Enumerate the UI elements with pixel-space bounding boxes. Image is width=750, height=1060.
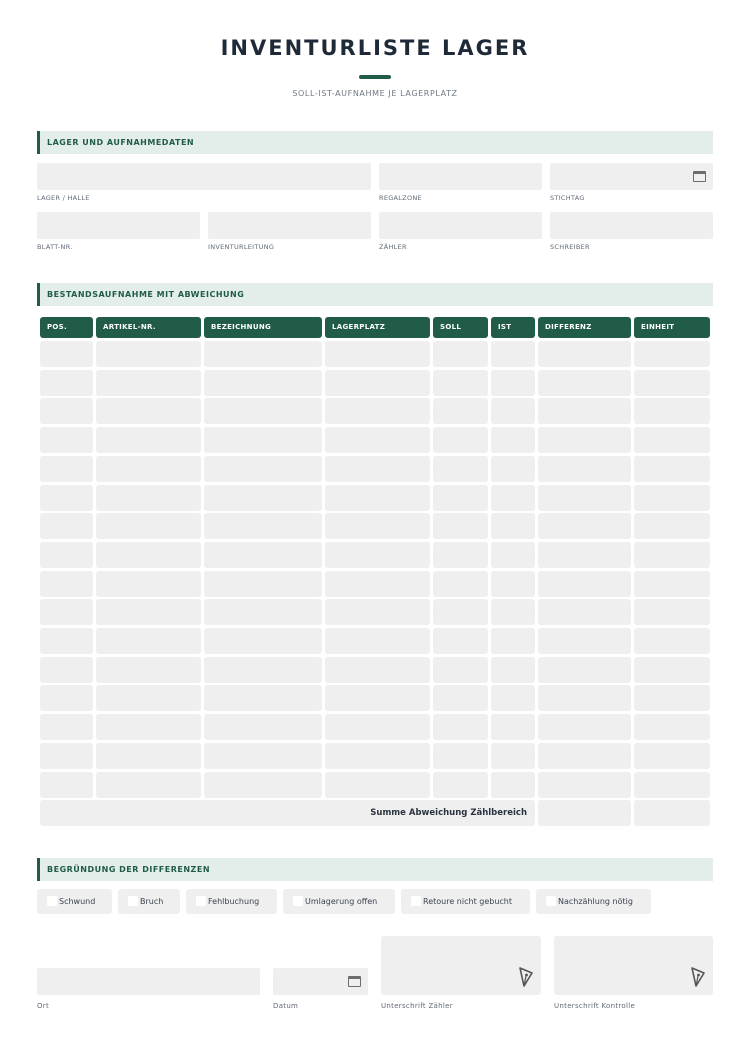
table-cell-artikel-nr[interactable] bbox=[96, 628, 201, 654]
table-cell-artikel-nr[interactable] bbox=[96, 599, 201, 625]
table-cell-lagerplatz[interactable] bbox=[325, 398, 430, 424]
title-accent-bar bbox=[359, 75, 391, 79]
table-cell-artikel-nr[interactable] bbox=[96, 398, 201, 424]
checkbox[interactable] bbox=[293, 896, 303, 906]
schreiber-label: SCHREIBER bbox=[550, 243, 590, 251]
pen-nib-icon bbox=[519, 967, 533, 987]
table-cell-differenz[interactable] bbox=[538, 341, 631, 367]
column-header-differenz: DIFFERENZ bbox=[538, 317, 631, 338]
table-cell-lagerplatz[interactable] bbox=[325, 427, 430, 453]
table-cell-bezeichnung[interactable] bbox=[204, 743, 322, 769]
regalzone-field[interactable] bbox=[379, 163, 542, 190]
table-cell-soll[interactable] bbox=[433, 485, 488, 511]
table-cell-soll[interactable] bbox=[433, 456, 488, 482]
table-cell-differenz[interactable] bbox=[538, 599, 631, 625]
reason-option-fehlbuchung[interactable] bbox=[186, 889, 277, 914]
zaehler-label: ZÄHLER bbox=[379, 243, 407, 251]
table-cell-lagerplatz[interactable] bbox=[325, 599, 430, 625]
summary-einheit-cell[interactable] bbox=[634, 800, 710, 826]
table-cell-pos[interactable] bbox=[40, 398, 93, 424]
table-cell-pos[interactable] bbox=[40, 513, 93, 539]
ort-label: Ort bbox=[37, 1002, 50, 1010]
table-cell-artikel-nr[interactable] bbox=[96, 513, 201, 539]
table-cell-soll[interactable] bbox=[433, 714, 488, 740]
table-cell-einheit[interactable] bbox=[634, 772, 710, 798]
reason-option-label: Nachzählung nötig bbox=[558, 897, 633, 906]
reason-option-nachzaehlung-noetig[interactable] bbox=[536, 889, 651, 914]
signature-kontrolle-label: Unterschrift Kontrolle bbox=[554, 1002, 636, 1010]
table-cell-differenz[interactable] bbox=[538, 398, 631, 424]
table-cell-differenz[interactable] bbox=[538, 657, 631, 683]
table-cell-ist[interactable] bbox=[491, 743, 535, 769]
page-title: INVENTURLISTE LAGER bbox=[220, 36, 530, 60]
ort-field[interactable] bbox=[37, 968, 260, 995]
table-cell-lagerplatz[interactable] bbox=[325, 743, 430, 769]
table-cell-einheit[interactable] bbox=[634, 456, 710, 482]
table-cell-lagerplatz[interactable] bbox=[325, 370, 430, 396]
table-cell-artikel-nr[interactable] bbox=[96, 657, 201, 683]
table-cell-bezeichnung[interactable] bbox=[204, 599, 322, 625]
summary-label-cell: Summe Abweichung Zählbereich bbox=[40, 800, 535, 826]
table-cell-differenz[interactable] bbox=[538, 628, 631, 654]
table-cell-einheit[interactable] bbox=[634, 370, 710, 396]
table-cell-artikel-nr[interactable] bbox=[96, 743, 201, 769]
table-cell-soll[interactable] bbox=[433, 657, 488, 683]
table-cell-bezeichnung[interactable] bbox=[204, 513, 322, 539]
table-cell-einheit[interactable] bbox=[634, 685, 710, 711]
column-header-soll: SOLL bbox=[433, 317, 488, 338]
table-cell-bezeichnung[interactable] bbox=[204, 456, 322, 482]
summary-differenz-cell[interactable] bbox=[538, 800, 631, 826]
stichtag-label: STICHTAG bbox=[550, 194, 585, 202]
table-cell-bezeichnung[interactable] bbox=[204, 628, 322, 654]
column-header-bezeichnung: BEZEICHNUNG bbox=[204, 317, 322, 338]
table-cell-artikel-nr[interactable] bbox=[96, 772, 201, 798]
table-cell-differenz[interactable] bbox=[538, 542, 631, 568]
schreiber-field[interactable] bbox=[550, 212, 713, 239]
table-cell-soll[interactable] bbox=[433, 427, 488, 453]
table-cell-einheit[interactable] bbox=[634, 427, 710, 453]
reason-option-label: Fehlbuchung bbox=[208, 897, 260, 906]
pen-nib-icon bbox=[691, 967, 705, 987]
table-cell-ist[interactable] bbox=[491, 513, 535, 539]
table-cell-einheit[interactable] bbox=[634, 743, 710, 769]
inventurleitung-field[interactable] bbox=[208, 212, 371, 239]
table-cell-ist[interactable] bbox=[491, 599, 535, 625]
column-header-einheit: EINHEIT bbox=[634, 317, 710, 338]
table-cell-differenz[interactable] bbox=[538, 772, 631, 798]
reason-option-retoure-nicht-gebucht[interactable] bbox=[401, 889, 530, 914]
checkbox[interactable] bbox=[196, 896, 206, 906]
reason-option-label: Bruch bbox=[140, 897, 164, 906]
table-cell-soll[interactable] bbox=[433, 743, 488, 769]
table-cell-ist[interactable] bbox=[491, 714, 535, 740]
table-cell-lagerplatz[interactable] bbox=[325, 571, 430, 597]
table-cell-ist[interactable] bbox=[491, 772, 535, 798]
table-cell-pos[interactable] bbox=[40, 714, 93, 740]
page-subtitle: SOLL-IST-AUFNAHME JE LAGERPLATZ bbox=[292, 89, 458, 98]
table-cell-lagerplatz[interactable] bbox=[325, 628, 430, 654]
table-cell-soll[interactable] bbox=[433, 599, 488, 625]
table-cell-differenz[interactable] bbox=[538, 513, 631, 539]
column-header-pos: POS. bbox=[40, 317, 93, 338]
table-cell-einheit[interactable] bbox=[634, 485, 710, 511]
section-header-lager: LAGER UND AUFNAHMEDATEN bbox=[37, 131, 713, 154]
table-cell-bezeichnung[interactable] bbox=[204, 370, 322, 396]
zaehler-field[interactable] bbox=[379, 212, 542, 239]
table-cell-artikel-nr[interactable] bbox=[96, 714, 201, 740]
table-cell-differenz[interactable] bbox=[538, 571, 631, 597]
checkbox[interactable] bbox=[411, 896, 421, 906]
table-cell-lagerplatz[interactable] bbox=[325, 772, 430, 798]
table-cell-bezeichnung[interactable] bbox=[204, 542, 322, 568]
table-cell-ist[interactable] bbox=[491, 628, 535, 654]
table-cell-pos[interactable] bbox=[40, 657, 93, 683]
table-cell-ist[interactable] bbox=[491, 427, 535, 453]
table-cell-pos[interactable] bbox=[40, 427, 93, 453]
table-cell-lagerplatz[interactable] bbox=[325, 513, 430, 539]
table-cell-einheit[interactable] bbox=[634, 571, 710, 597]
table-cell-bezeichnung[interactable] bbox=[204, 341, 322, 367]
table-cell-differenz[interactable] bbox=[538, 685, 631, 711]
table-cell-lagerplatz[interactable] bbox=[325, 657, 430, 683]
reason-option-label: Umlagerung offen bbox=[305, 897, 378, 906]
table-cell-differenz[interactable] bbox=[538, 714, 631, 740]
table-cell-lagerplatz[interactable] bbox=[325, 341, 430, 367]
table-cell-differenz[interactable] bbox=[538, 456, 631, 482]
table-cell-artikel-nr[interactable] bbox=[96, 427, 201, 453]
blatt-nr-field[interactable] bbox=[37, 212, 200, 239]
table-cell-differenz[interactable] bbox=[538, 370, 631, 396]
table-cell-einheit[interactable] bbox=[634, 714, 710, 740]
inventurleitung-label: INVENTURLEITUNG bbox=[208, 243, 275, 251]
table-cell-soll[interactable] bbox=[433, 628, 488, 654]
blatt-nr-label: BLATT-NR. bbox=[37, 243, 73, 251]
table-cell-bezeichnung[interactable] bbox=[204, 772, 322, 798]
table-cell-artikel-nr[interactable] bbox=[96, 456, 201, 482]
datum-label: Datum bbox=[273, 1002, 299, 1010]
table-cell-pos[interactable] bbox=[40, 743, 93, 769]
table-cell-lagerplatz[interactable] bbox=[325, 685, 430, 711]
table-cell-bezeichnung[interactable] bbox=[204, 427, 322, 453]
column-header-lagerplatz: LAGERPLATZ bbox=[325, 317, 430, 338]
column-header-ist: IST bbox=[491, 317, 535, 338]
table-cell-pos[interactable] bbox=[40, 341, 93, 367]
table-cell-einheit[interactable] bbox=[634, 341, 710, 367]
table-cell-soll[interactable] bbox=[433, 398, 488, 424]
table-cell-artikel-nr[interactable] bbox=[96, 685, 201, 711]
table-cell-ist[interactable] bbox=[491, 657, 535, 683]
table-cell-soll[interactable] bbox=[433, 772, 488, 798]
calendar-icon[interactable] bbox=[348, 976, 361, 987]
table-cell-einheit[interactable] bbox=[634, 657, 710, 683]
table-cell-lagerplatz[interactable] bbox=[325, 714, 430, 740]
table-cell-ist[interactable] bbox=[491, 370, 535, 396]
table-cell-artikel-nr[interactable] bbox=[96, 571, 201, 597]
table-cell-einheit[interactable] bbox=[634, 542, 710, 568]
table-cell-soll[interactable] bbox=[433, 685, 488, 711]
table-cell-ist[interactable] bbox=[491, 571, 535, 597]
calendar-icon[interactable] bbox=[693, 171, 706, 182]
table-cell-ist[interactable] bbox=[491, 456, 535, 482]
checkbox[interactable] bbox=[128, 896, 138, 906]
table-cell-differenz[interactable] bbox=[538, 743, 631, 769]
table-cell-artikel-nr[interactable] bbox=[96, 485, 201, 511]
table-cell-lagerplatz[interactable] bbox=[325, 542, 430, 568]
table-cell-soll[interactable] bbox=[433, 571, 488, 597]
table-cell-bezeichnung[interactable] bbox=[204, 571, 322, 597]
lager-halle-label: LAGER / HALLE bbox=[37, 194, 90, 202]
table-cell-pos[interactable] bbox=[40, 772, 93, 798]
table-cell-pos[interactable] bbox=[40, 628, 93, 654]
table-cell-ist[interactable] bbox=[491, 685, 535, 711]
section-header-begruendung: BEGRÜNDUNG DER DIFFERENZEN bbox=[37, 858, 713, 881]
reason-option-schwund[interactable] bbox=[37, 889, 112, 914]
table-cell-artikel-nr[interactable] bbox=[96, 542, 201, 568]
reason-option-label: Schwund bbox=[59, 897, 96, 906]
table-cell-artikel-nr[interactable] bbox=[96, 341, 201, 367]
table-cell-einheit[interactable] bbox=[634, 513, 710, 539]
table-cell-soll[interactable] bbox=[433, 513, 488, 539]
table-cell-pos[interactable] bbox=[40, 571, 93, 597]
table-cell-pos[interactable] bbox=[40, 485, 93, 511]
reason-option-bruch[interactable] bbox=[118, 889, 180, 914]
table-cell-einheit[interactable] bbox=[634, 599, 710, 625]
table-cell-soll[interactable] bbox=[433, 370, 488, 396]
reason-option-umlagerung-offen[interactable] bbox=[283, 889, 395, 914]
table-cell-lagerplatz[interactable] bbox=[325, 456, 430, 482]
column-header-artikel-nr: ARTIKEL-NR. bbox=[96, 317, 201, 338]
table-cell-einheit[interactable] bbox=[634, 628, 710, 654]
table-cell-artikel-nr[interactable] bbox=[96, 370, 201, 396]
regalzone-label: REGALZONE bbox=[379, 194, 422, 202]
signature-zaehler-label: Unterschrift Zähler bbox=[381, 1002, 453, 1010]
table-cell-ist[interactable] bbox=[491, 542, 535, 568]
stichtag-field[interactable] bbox=[550, 163, 713, 190]
table-cell-pos[interactable] bbox=[40, 370, 93, 396]
signature-kontrolle-field[interactable] bbox=[554, 936, 713, 995]
table-cell-bezeichnung[interactable] bbox=[204, 657, 322, 683]
table-cell-pos[interactable] bbox=[40, 542, 93, 568]
table-cell-ist[interactable] bbox=[491, 341, 535, 367]
table-cell-pos[interactable] bbox=[40, 685, 93, 711]
table-cell-einheit[interactable] bbox=[634, 398, 710, 424]
table-cell-lagerplatz[interactable] bbox=[325, 485, 430, 511]
table-cell-pos[interactable] bbox=[40, 599, 93, 625]
table-cell-differenz[interactable] bbox=[538, 485, 631, 511]
table-cell-soll[interactable] bbox=[433, 341, 488, 367]
table-cell-bezeichnung[interactable] bbox=[204, 714, 322, 740]
reason-option-label: Retoure nicht gebucht bbox=[423, 897, 512, 906]
signature-zaehler-field[interactable] bbox=[381, 936, 541, 995]
table-cell-ist[interactable] bbox=[491, 485, 535, 511]
table-cell-ist[interactable] bbox=[491, 398, 535, 424]
lager-halle-field[interactable] bbox=[37, 163, 371, 190]
table-cell-soll[interactable] bbox=[433, 542, 488, 568]
table-cell-differenz[interactable] bbox=[538, 427, 631, 453]
table-cell-bezeichnung[interactable] bbox=[204, 685, 322, 711]
section-header-bestand: BESTANDSAUFNAHME MIT ABWEICHUNG bbox=[37, 283, 713, 306]
checkbox[interactable] bbox=[546, 896, 556, 906]
table-cell-bezeichnung[interactable] bbox=[204, 398, 322, 424]
checkbox[interactable] bbox=[47, 896, 57, 906]
datum-field[interactable] bbox=[273, 968, 368, 995]
table-cell-pos[interactable] bbox=[40, 456, 93, 482]
table-cell-bezeichnung[interactable] bbox=[204, 485, 322, 511]
